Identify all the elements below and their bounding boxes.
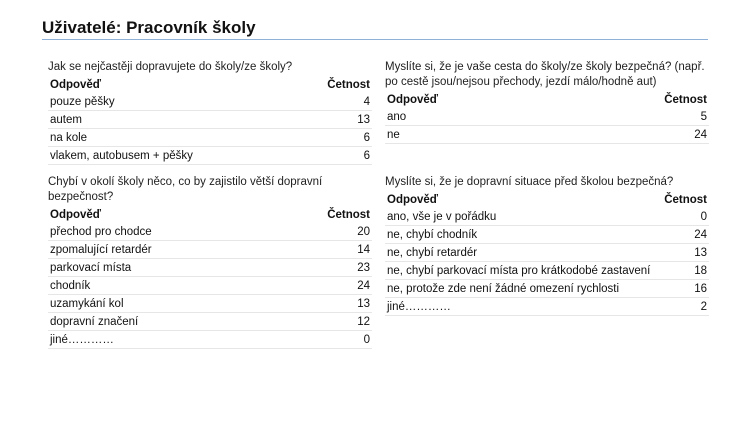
table-block-transport [48,60,372,165]
table-row [385,262,709,280]
frequency-table [385,191,709,316]
table-row [48,313,372,331]
frequency-table [385,91,709,144]
table-block-route-safety [385,60,709,144]
count-cell: 13 [273,295,372,313]
frequency-table [48,76,372,165]
count-cell: 2 [661,298,709,316]
answer-cell: na kole [48,129,294,147]
count-cell: 6 [294,129,372,147]
answer-cell: přechod pro chodce [48,223,273,241]
answer-cell: ne, chybí chodník [385,226,661,244]
question-text: Jak se nejčastěji dopravujete do školy/ze školy? [48,61,293,73]
count-cell: 24 [273,277,372,295]
count-cell: 4 [294,93,372,111]
table-block-school-situation [385,175,709,316]
count-cell: 0 [273,331,372,349]
title-divider [42,39,708,40]
table-row [385,208,709,226]
table-row [385,126,709,144]
column-header-count: Četnost [664,193,707,206]
table-header-row [48,206,372,223]
count-cell: 13 [294,111,372,129]
count-cell: 14 [273,241,372,259]
answer-cell: ne [385,126,560,144]
count-cell: 24 [661,226,709,244]
column-header-answer: Odpověď [50,208,102,221]
answer-cell: ne, chybí parkovací místa pro krátkodobé zastavení [385,262,661,280]
table-row [48,331,372,349]
answer-cell: ne, protože zde není žádné omezení rychlosti [385,280,661,298]
table-row [48,129,372,147]
question-text: Chybí v okolí školy něco, co by zajistilo větší dopravní bezpečnost? [48,176,323,203]
answer-cell: autem [48,111,294,129]
answer-cell: pouze pěšky [48,93,294,111]
table-row [385,298,709,316]
question-text: Myslíte si, že je vaše cesta do školy/ze školy bezpečná? (např. po cestě jsou/nejsou přechody, jezdí málo/hodně aut) [385,61,705,88]
table-row [385,280,709,298]
count-cell: 16 [661,280,709,298]
page-title: Uživatelé: Pracovník školy [42,18,256,37]
count-cell: 18 [661,262,709,280]
column-header-count: Četnost [327,208,370,221]
table-header-row [385,191,709,208]
table-header-row [385,91,709,108]
count-cell: 23 [273,259,372,277]
answer-cell: parkovací místa [48,259,273,277]
column-header-count: Četnost [664,93,707,106]
answer-cell: ano [385,108,560,126]
count-cell: 13 [661,244,709,262]
answer-cell: ne, chybí retardér [385,244,661,262]
count-cell: 20 [273,223,372,241]
table-row [48,277,372,295]
answer-cell: vlakem, autobusem + pěšky [48,147,294,165]
column-header-answer: Odpověď [387,193,439,206]
column-header-answer: Odpověď [387,93,439,106]
answer-cell: chodník [48,277,273,295]
column-header-answer: Odpověď [50,78,102,91]
frequency-table [48,206,372,349]
table-row [385,108,709,126]
question-text: Myslíte si, že je dopravní situace před školou bezpečná? [385,176,674,188]
answer-cell: uzamykání kol [48,295,273,313]
answer-cell: jiné………… [48,331,273,349]
table-block-missing-safety [48,175,372,349]
table-row [48,111,372,129]
count-cell: 0 [661,208,709,226]
table-row [48,259,372,277]
answer-cell: ano, vše je v pořádku [385,208,661,226]
table-header-row [48,76,372,93]
answer-cell: zpomalující retardér [48,241,273,259]
table-row [48,223,372,241]
answer-cell: dopravní značení [48,313,273,331]
count-cell: 6 [294,147,372,165]
count-cell: 5 [560,108,709,126]
table-row [385,244,709,262]
table-row [48,93,372,111]
table-row [48,147,372,165]
table-row [48,241,372,259]
table-row [48,295,372,313]
answer-cell: jiné………… [385,298,661,316]
count-cell: 12 [273,313,372,331]
count-cell: 24 [560,126,709,144]
table-row [385,226,709,244]
column-header-count: Četnost [327,78,370,91]
